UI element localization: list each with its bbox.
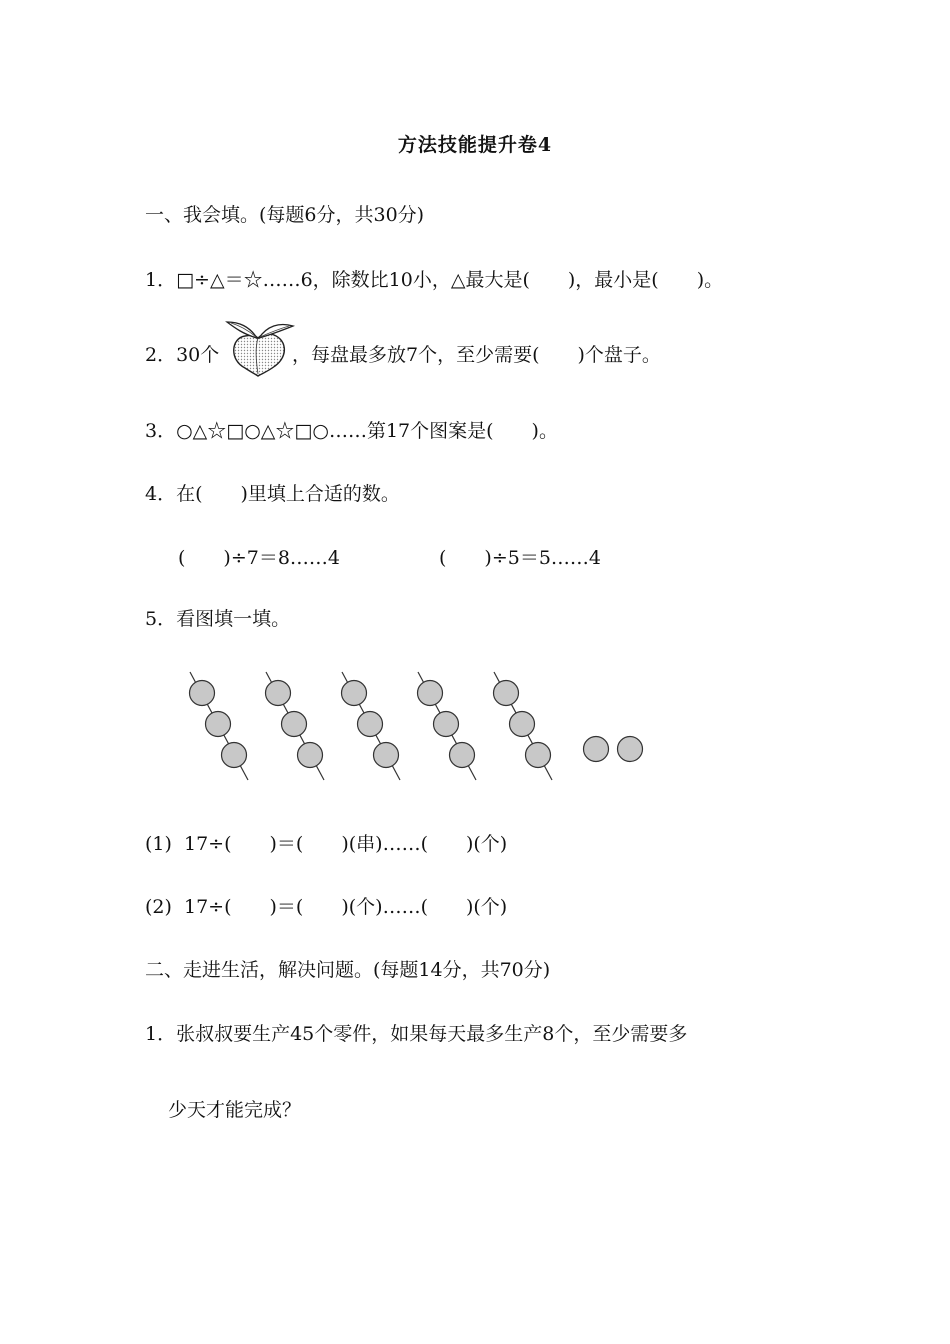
section1-heading: 一、我会填。(每题6分，共30分) [145,204,425,226]
skewer-ball [358,712,383,737]
skewer-ball [282,712,307,737]
loose-ball [584,737,609,762]
skewer-ball [190,681,215,706]
problem-1-line2: 少天才能完成？ [168,1099,302,1121]
peach-icon [225,316,297,378]
question-5: 5．看图填一填。 [145,608,291,630]
section2-heading: 二、走进生活，解决问题。(每题14分，共70分) [145,959,551,981]
question-4: 4．在( )里填上合适的数。 [145,483,400,505]
skewer-ball [374,743,399,768]
page-title: 方法技能提升卷4 [397,134,553,156]
skewer [494,672,553,780]
skewer [418,672,477,780]
skewer-ball [222,743,247,768]
skewer-ball [494,681,519,706]
skewer-ball [526,743,551,768]
skewers-figure [180,668,660,788]
skewer-ball [342,681,367,706]
skewer [190,672,249,780]
question-4b: ( )÷5＝5……4 [439,547,602,569]
skewer-ball [450,743,475,768]
question-2-prefix: 2．30个 [145,344,220,366]
skewer-ball [266,681,291,706]
skewer-ball [434,712,459,737]
question-2-suffix: ，每盘最多放7个，至少需要( )个盘子。 [292,344,661,366]
skewer-ball [510,712,535,737]
skewer-ball [418,681,443,706]
skewer [266,672,325,780]
loose-ball [618,737,643,762]
skewer-ball [206,712,231,737]
question-3: 3．○△☆□○△☆□○……第17个图案是( )。 [145,420,558,442]
skewer [342,672,401,780]
problem-1-line1: 1．张叔叔要生产45个零件，如果每天最多生产8个，至少需要多 [145,1023,688,1045]
question-4a: ( )÷7＝8……4 [178,547,341,569]
question-5-part2: (2) 17÷( )＝( )(个)……( )(个) [145,896,508,918]
question-5-part1: (1) 17÷( )＝( )(串)……( )(个) [145,833,508,855]
skewer-ball [298,743,323,768]
question-1: 1．□÷△＝☆……6，除数比10小，△最大是( )，最小是( )。 [145,269,724,291]
